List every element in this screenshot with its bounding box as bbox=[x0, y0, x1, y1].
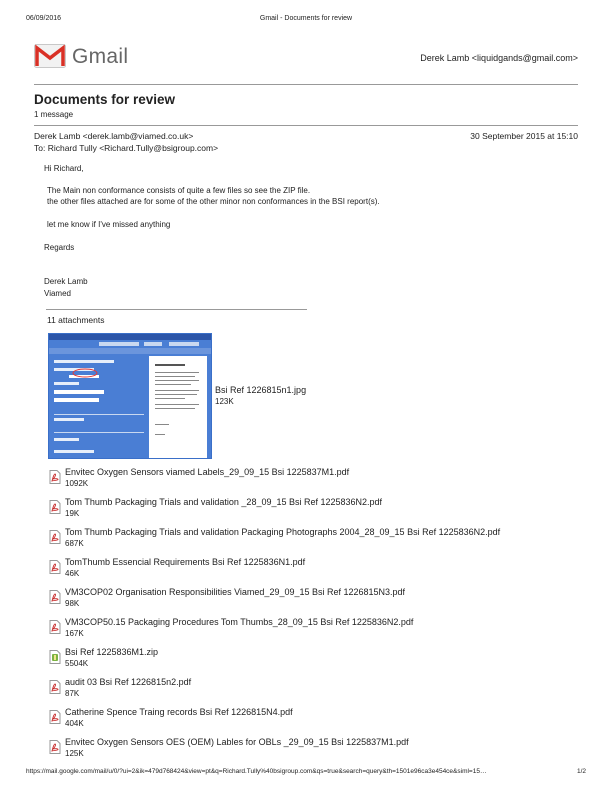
attachments-count: 11 attachments bbox=[47, 315, 105, 325]
pdf-icon bbox=[49, 560, 61, 579]
image-attachment-name[interactable]: Bsi Ref 1226815n1.jpg bbox=[215, 385, 307, 395]
account-email: Derek Lamb <liquidgands@gmail.com> bbox=[420, 53, 578, 63]
pdf-icon bbox=[49, 530, 61, 549]
print-date: 06/09/2016 bbox=[26, 15, 62, 22]
body-greeting: Hi Richard, bbox=[44, 164, 84, 173]
attachment-name[interactable]: Bsi Ref 1225836M1.zip bbox=[65, 647, 159, 657]
pdf-icon bbox=[49, 710, 61, 729]
signature-name: Derek Lamb bbox=[44, 277, 88, 286]
print-title: Gmail - Documents for review bbox=[259, 15, 353, 22]
sent-date: 30 September 2015 at 15:10 bbox=[470, 131, 578, 141]
thumbnail-image bbox=[49, 334, 211, 458]
attachment-name[interactable]: Catherine Spence Traing records Bsi Ref 1226815N4.pdf bbox=[65, 707, 293, 717]
attachment-name[interactable]: Tom Thumb Packaging Trials and validation _28_09_15 Bsi Ref 1225836N2.pdf bbox=[65, 497, 383, 507]
attachment-size: 87K bbox=[65, 689, 80, 698]
pdf-icon bbox=[49, 680, 61, 699]
attachment-name[interactable]: Envitec Oxygen Sensors viamed Labels_29_09_15 Bsi 1225837M1.pdf bbox=[65, 467, 350, 477]
header-divider bbox=[34, 84, 578, 85]
image-attachment-size: 123K bbox=[215, 397, 234, 406]
body-closing: Regards bbox=[44, 243, 75, 252]
pdf-icon bbox=[49, 740, 61, 759]
pdf-icon bbox=[49, 620, 61, 639]
message-count: 1 message bbox=[34, 110, 74, 119]
pdf-icon bbox=[49, 590, 61, 609]
attachment-size: 125K bbox=[65, 749, 84, 758]
pdf-icon bbox=[49, 500, 61, 519]
attachment-name[interactable]: Envitec Oxygen Sensors OES (OEM) Lables for OBLs _29_09_15 Bsi 1225837M1.pdf bbox=[65, 737, 409, 747]
zip-icon bbox=[49, 650, 61, 669]
attachment-name[interactable]: TomThumb Essencial Requirements Bsi Ref 1225836N1.pdf bbox=[65, 557, 306, 567]
recipient: To: Richard Tully <Richard.Tully@bsigroup.com> bbox=[34, 143, 219, 153]
attachments-divider bbox=[46, 309, 307, 310]
pdf-icon bbox=[49, 470, 61, 489]
gmail-wordmark: Gmail bbox=[72, 45, 129, 68]
body-line-2: the other files attached are for some of the other minor non conformances in the BSI report(s). bbox=[47, 197, 380, 206]
thread-divider bbox=[34, 125, 578, 126]
attachment-size: 19K bbox=[65, 509, 80, 518]
body-line-3: let me know if I've missed anything bbox=[47, 220, 171, 229]
attachment-size: 167K bbox=[65, 629, 84, 638]
image-attachment-thumbnail[interactable] bbox=[48, 333, 212, 459]
attachment-size: 46K bbox=[65, 569, 80, 578]
print-footer-url: https://mail.google.com/mail/u/0/?ui=2&ik=479d768424&view=pt&q=Richard.Tully%40bsigroup.com&qs=true&search=query&th=1501e96ca3e454ce&siml=15… bbox=[26, 768, 487, 775]
attachment-name[interactable]: VM3COP02 Organisation Responsibilities Viamed_29_09_15 Bsi Ref 1226815N3.pdf bbox=[65, 587, 406, 597]
attachment-size: 98K bbox=[65, 599, 80, 608]
attachment-size: 5504K bbox=[65, 659, 89, 668]
gmail-m-icon bbox=[34, 44, 66, 68]
sender: Derek Lamb <derek.lamb@viamed.co.uk> bbox=[34, 131, 194, 141]
attachment-name[interactable]: audit 03 Bsi Ref 1226815n2.pdf bbox=[65, 677, 192, 687]
attachment-name[interactable]: VM3COP50.15 Packaging Procedures Tom Thumbs_28_09_15 Bsi Ref 1225836N2.pdf bbox=[65, 617, 414, 627]
email-subject: Documents for review bbox=[34, 92, 176, 107]
signature-company: Viamed bbox=[44, 289, 71, 298]
print-footer-page: 1/2 bbox=[576, 768, 586, 775]
body-line-1: The Main non conformance consists of quite a few files so see the ZIP file. bbox=[47, 186, 311, 195]
attachment-size: 1092K bbox=[65, 479, 89, 488]
attachment-size: 404K bbox=[65, 719, 84, 728]
attachment-size: 687K bbox=[65, 539, 84, 548]
attachment-name[interactable]: Tom Thumb Packaging Trials and validation Packaging Photographs 2004_28_09_15 Bsi Ref 1225836N2.pdf bbox=[65, 527, 501, 537]
